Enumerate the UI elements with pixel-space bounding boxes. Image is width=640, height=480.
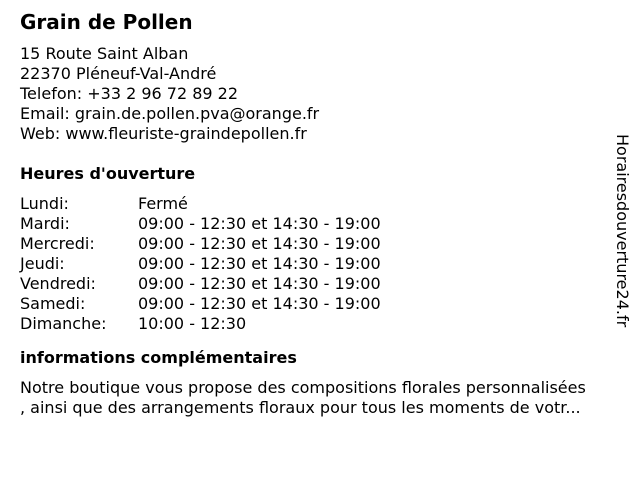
day-label: Samedi: — [20, 294, 86, 313]
day-hours: 09:00 - 12:30 et 14:30 - 19:00 — [138, 274, 381, 293]
day-hours: 10:00 - 12:30 — [138, 314, 247, 333]
business-card — [20, 8, 632, 418]
address-street: 15 Route Saint Alban — [20, 44, 189, 63]
day-label: Mardi: — [20, 214, 70, 233]
website-link[interactable]: Web: www.fleuriste-graindepollen.fr — [20, 124, 307, 143]
hours-row-friday — [20, 274, 632, 294]
business-name: Grain de Pollen — [20, 10, 193, 34]
site-watermark: Horairesdouverture24.fr — [613, 134, 632, 328]
hours-row-wednesday — [20, 234, 632, 254]
address-city: 22370 Pléneuf-Val-André — [20, 64, 217, 83]
day-label: Jeudi: — [20, 254, 65, 273]
opening-hours-heading: Heures d'ouverture — [20, 164, 196, 183]
phone-number[interactable]: Telefon: +33 2 96 72 89 22 — [20, 84, 239, 103]
day-label: Dimanche: — [20, 314, 107, 333]
email-address[interactable]: Email: grain.de.pollen.pva@orange.fr — [20, 104, 320, 123]
hours-row-tuesday — [20, 214, 632, 234]
day-label: Lundi: — [20, 194, 69, 213]
day-hours: Fermé — [138, 194, 188, 213]
hours-row-sunday — [20, 314, 632, 334]
description-line-1: Notre boutique vous propose des compositions florales personnalisées — [20, 378, 586, 397]
additional-info-heading: informations complémentaires — [20, 348, 297, 367]
hours-row-thursday — [20, 254, 632, 274]
hours-row-saturday — [20, 294, 632, 314]
day-hours: 09:00 - 12:30 et 14:30 - 19:00 — [138, 234, 381, 253]
day-hours: 09:00 - 12:30 et 14:30 - 19:00 — [138, 254, 381, 273]
day-label: Vendredi: — [20, 274, 96, 293]
day-label: Mercredi: — [20, 234, 95, 253]
day-hours: 09:00 - 12:30 et 14:30 - 19:00 — [138, 214, 381, 233]
hours-row-monday — [20, 194, 632, 214]
opening-hours-table — [20, 194, 632, 334]
day-hours: 09:00 - 12:30 et 14:30 - 19:00 — [138, 294, 381, 313]
description-line-2: , ainsi que des arrangements floraux pour tous les moments de votr... — [20, 398, 581, 417]
